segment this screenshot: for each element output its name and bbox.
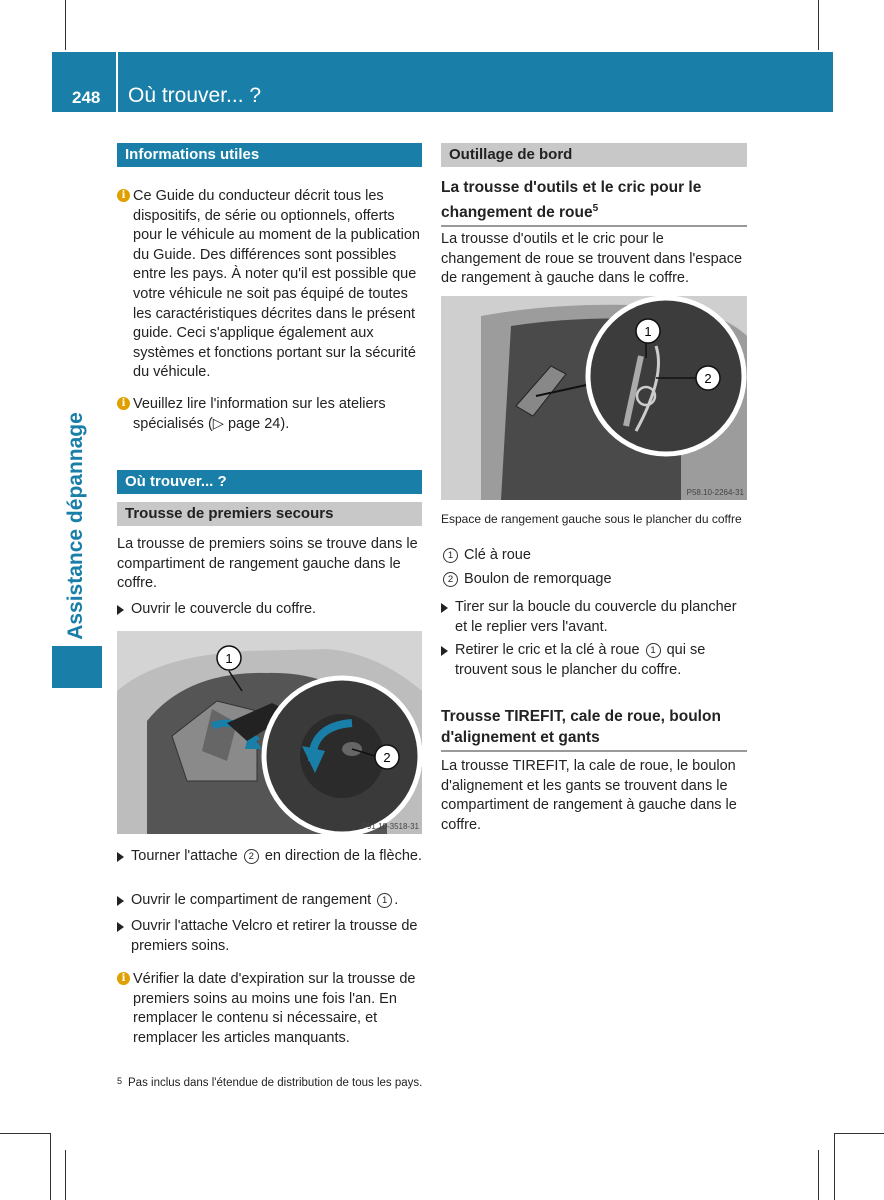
figure-code: P91.10-3518-31 <box>361 822 419 831</box>
crop-mark <box>0 1133 50 1134</box>
footnote <box>117 1076 737 1089</box>
side-tab-marker <box>52 646 102 688</box>
paragraph: La trousse TIREFIT, la cale de roue, le boulon d'alignement et les gants se trouvent dans le compartiment de rangement à gauche dans le coffre. <box>441 758 737 833</box>
info-text: Vérifier la date d'expiration sur la trousse de premiers soins au moins une fois l'an. En remplacer le contenu si nécessaire, et remplacer les articles manquants. <box>133 971 416 1046</box>
step-text: qui se trouvent sous le plancher du coffre. <box>455 642 706 678</box>
crop-mark <box>65 0 66 50</box>
info-note <box>117 970 424 1048</box>
crop-mark <box>818 0 819 50</box>
info-text: Veuillez lire l'information sur les ateliers spécialisés (▷ page 24). <box>133 396 386 432</box>
step-text: Retirer le cric et la clé à roue <box>455 642 640 658</box>
instruction-step <box>117 891 424 911</box>
arrow-bullet-icon <box>441 646 448 656</box>
subheading-trousse-outils <box>441 178 747 227</box>
crop-mark <box>50 1133 51 1200</box>
crop-mark <box>834 1133 835 1200</box>
instruction-step <box>441 598 747 637</box>
footnote-ref: 5 <box>592 202 599 214</box>
step-text: Ouvrir l'attache Velcro et retirer la trousse de premiers soins. <box>131 918 418 954</box>
step-text: en direction de la flèche. <box>264 848 422 864</box>
legend-text: Boulon de remorquage <box>464 571 612 587</box>
crop-mark <box>818 1150 819 1200</box>
page-number: 248 <box>72 88 101 107</box>
marker-1: 1 <box>377 893 392 908</box>
paragraph: La trousse d'outils et le cric pour le changement de roue se trouvent dans l'espace de rangement à gauche dans le coffre. <box>441 231 743 287</box>
info-note <box>117 187 424 383</box>
footnote-text: Pas inclus dans l'étendue de distribution de tous les pays. <box>128 1077 423 1089</box>
header-separator <box>116 52 118 112</box>
step-text: Ouvrir le couvercle du coffre. <box>131 601 317 617</box>
legend-item <box>441 546 747 566</box>
instruction-step <box>117 847 424 867</box>
instruction-step <box>117 600 424 620</box>
instruction-step <box>117 917 424 956</box>
section-heading-trousse: Trousse de premiers secours <box>117 502 422 526</box>
arrow-bullet-icon <box>441 603 448 613</box>
arrow-bullet-icon <box>117 896 124 906</box>
marker-1: 1 <box>644 324 652 339</box>
marker-2: 2 <box>383 750 391 765</box>
trunk-illustration-svg <box>117 631 422 834</box>
tools-illustration-svg <box>441 296 747 500</box>
subheading-tirefit: Trousse TIREFIT, cale de roue, boulon d'alignement et gants <box>441 707 747 752</box>
figure-code: P58.10-2264-31 <box>686 488 744 497</box>
page-title: Où trouver... ? <box>128 84 262 107</box>
paragraph: La trousse de premiers soins se trouve dans le compartiment de rangement gauche dans le coffre. <box>117 536 418 592</box>
info-icon: i <box>117 972 130 985</box>
marker-2: 2 <box>704 371 712 386</box>
step-text: Tourner l'attache <box>131 848 238 864</box>
marker-1: 1 <box>646 643 661 658</box>
info-text: Ce Guide du conducteur décrit tous les dispositifs, de série ou optionnels, offerts pour le véhicule au moment de la publication du Guide. Des différences sont possibles entre les pays. À noter qu'il est possible que votre véhicule ne soit pas équipé de toutes les caractéristiques décrites dans le présent guide. Ceci s'applique également aux systèmes et fonctions portant sur la sécurité du véhicule. <box>133 188 420 381</box>
trunk-tools-illustration <box>441 296 747 500</box>
info-icon: i <box>117 397 130 410</box>
step-text: Tirer sur la boucle du couvercle du plancher et le replier vers l'avant. <box>455 599 737 635</box>
legend-text: Clé à roue <box>464 547 531 563</box>
arrow-bullet-icon <box>117 852 124 862</box>
marker-1: 1 <box>225 651 233 666</box>
info-icon: i <box>117 189 130 202</box>
section-heading-ou-trouver: Où trouver... ? <box>117 470 422 494</box>
marker-1: 1 <box>443 548 458 563</box>
instruction-step <box>441 641 747 680</box>
footnote-number: 5 <box>117 1076 123 1086</box>
crop-mark <box>834 1133 884 1134</box>
arrow-bullet-icon <box>117 922 124 932</box>
figure-caption: Espace de rangement gauche sous le plancher du coffre <box>441 512 742 526</box>
section-heading-outillage: Outillage de bord <box>441 143 747 167</box>
marker-2: 2 <box>244 849 259 864</box>
marker-2: 2 <box>443 572 458 587</box>
arrow-bullet-icon <box>117 605 124 615</box>
subheading-text: La trousse d'outils et le cric pour le changement de roue <box>441 179 702 221</box>
side-tab-label: Assistance dépannage <box>64 412 87 640</box>
trunk-first-aid-illustration <box>117 631 422 834</box>
step-text: . <box>394 892 399 908</box>
legend-item <box>441 570 747 590</box>
section-heading-informations-utiles: Informations utiles <box>117 143 422 167</box>
info-note <box>117 395 424 434</box>
crop-mark <box>65 1150 66 1200</box>
step-text: Ouvrir le compartiment de rangement <box>131 892 372 908</box>
